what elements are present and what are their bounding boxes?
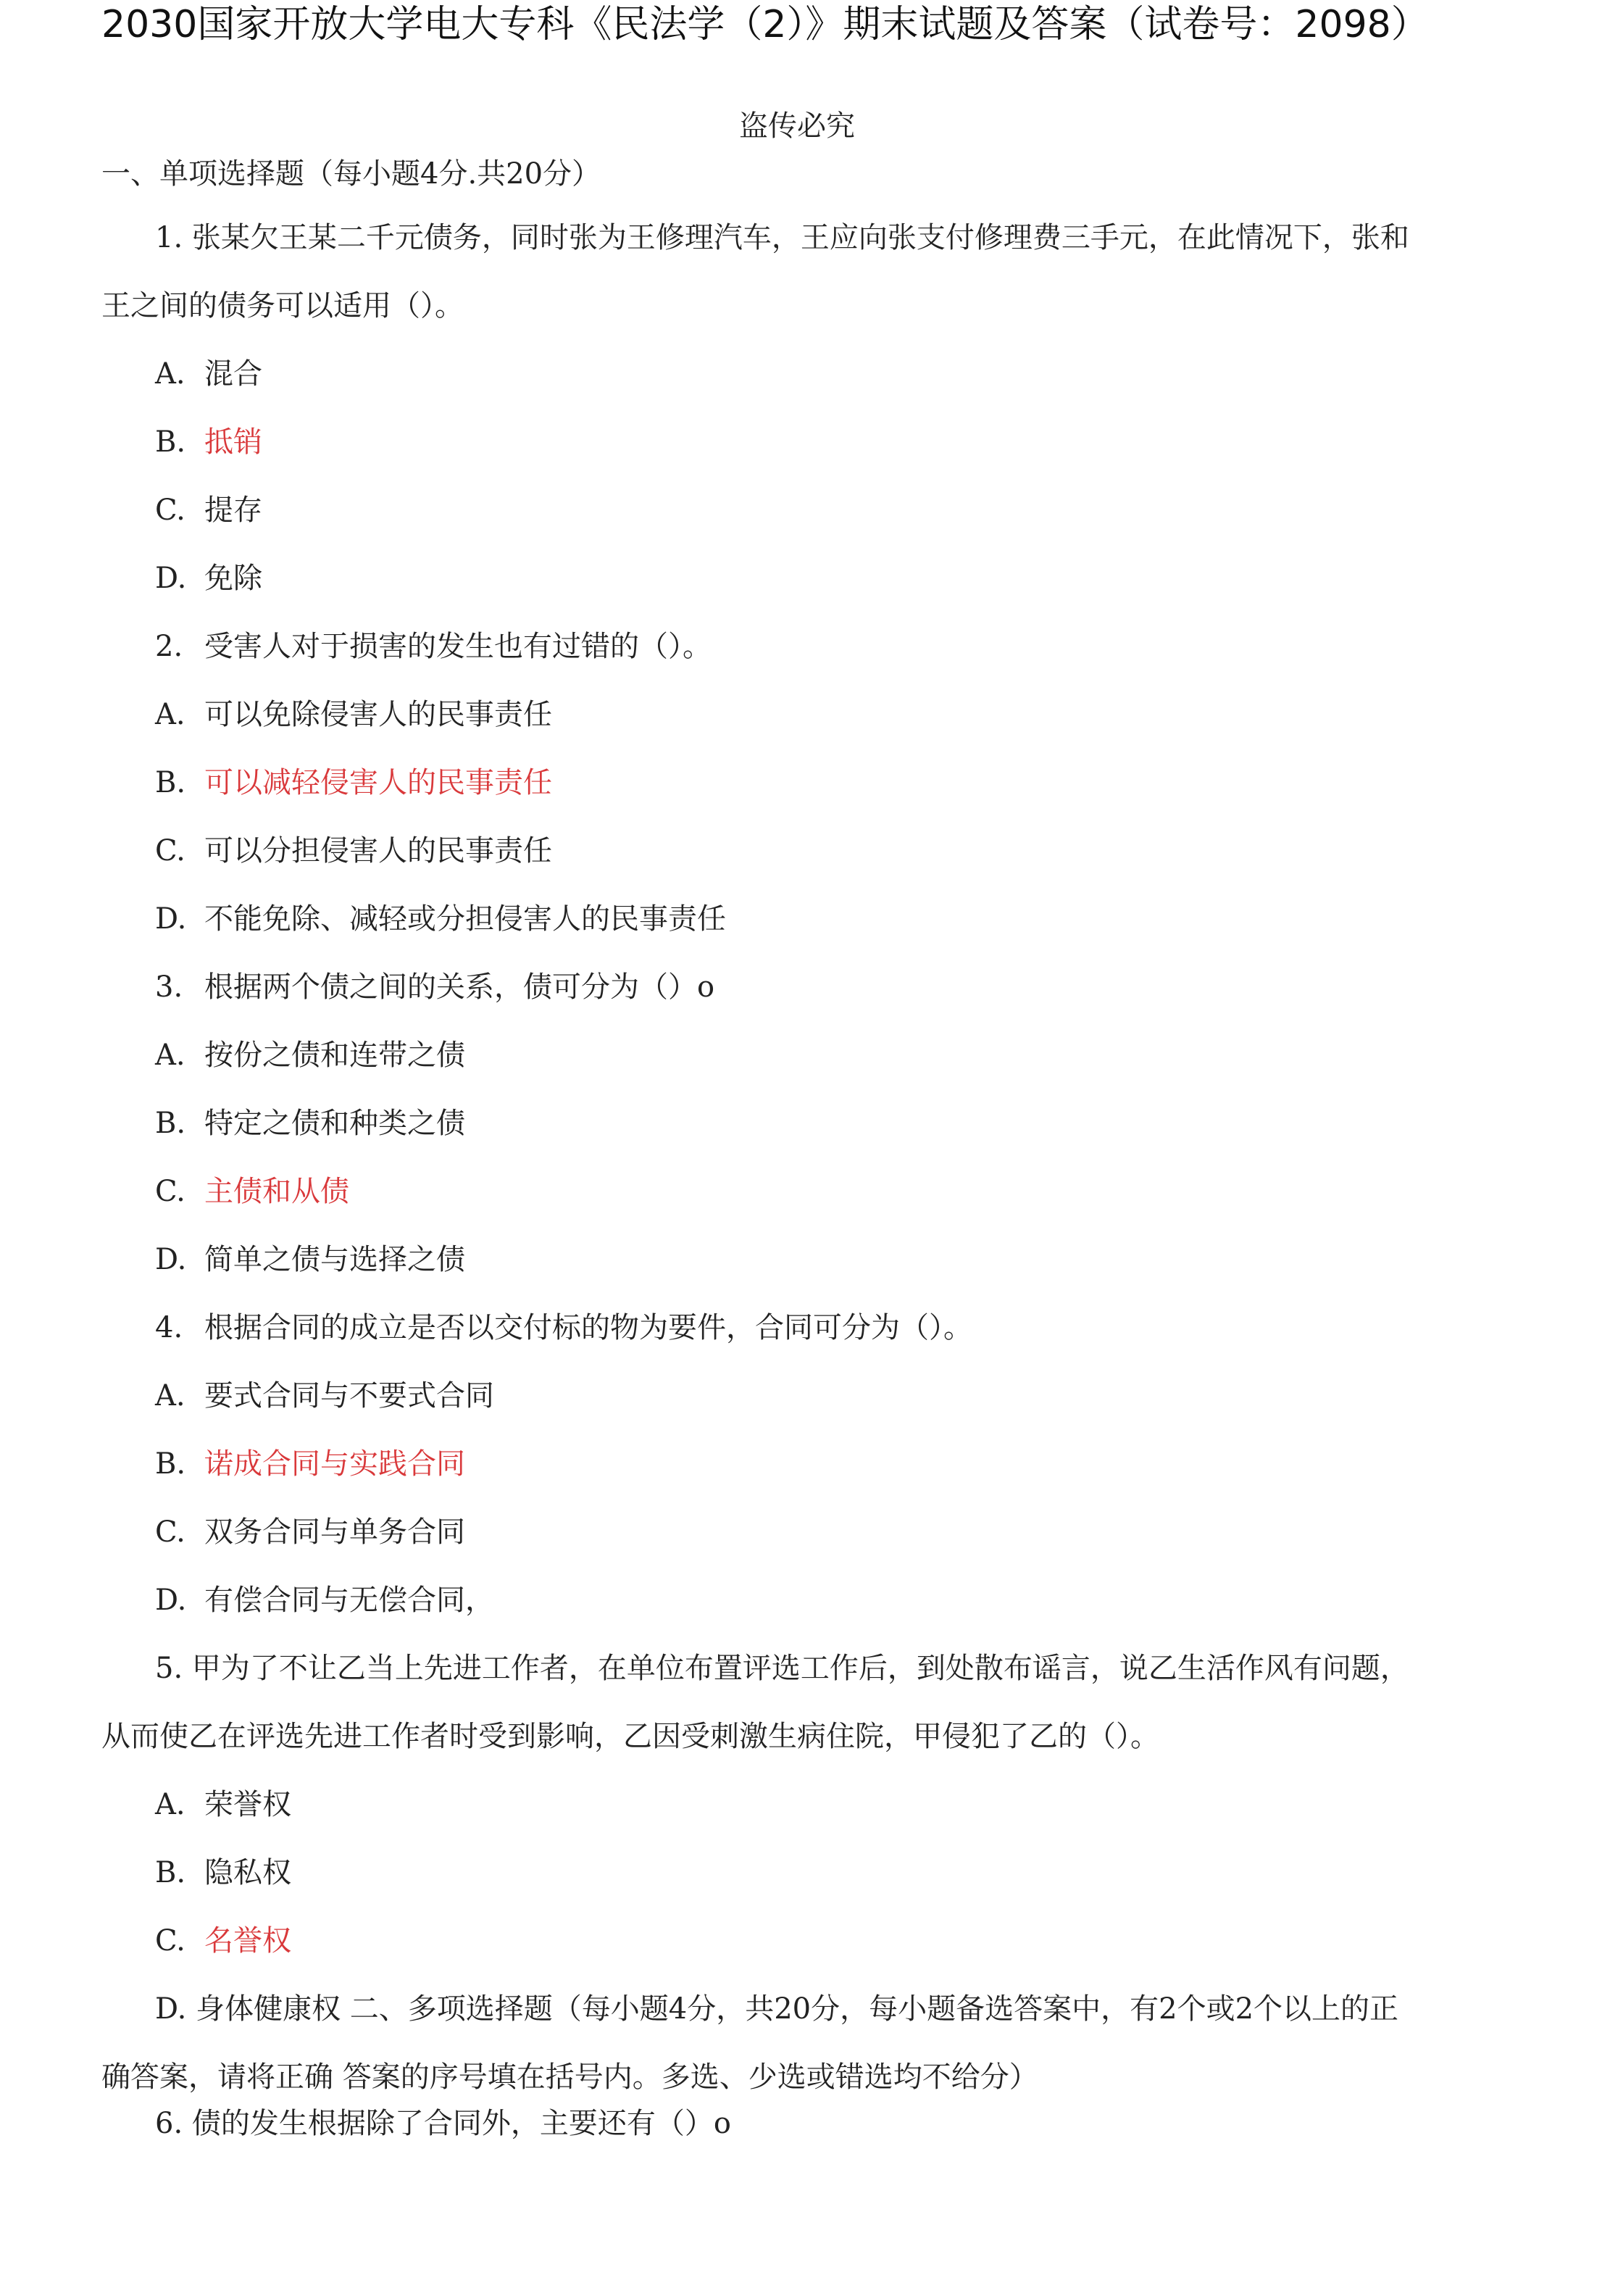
option-letter: A.	[155, 357, 185, 391]
option-text: 抵销	[204, 425, 262, 459]
question-stem: 根据合同的成立是否以交付标的物为要件，合同可分为（）。	[204, 1311, 972, 1344]
option-text: 免除	[204, 562, 262, 595]
option-text: 可以分担侵害人的民事责任	[204, 834, 552, 868]
option-text: 可以减轻侵害人的民事责任	[204, 766, 552, 799]
question-number: 4.	[155, 1311, 183, 1344]
question-stem: 受害人对于损害的发生也有过错的（）。	[204, 630, 712, 663]
q5-option-a	[155, 1784, 291, 1825]
option-text: 不能免除、减轻或分担侵害人的民事责任	[204, 902, 726, 936]
q4-option-c	[155, 1512, 465, 1552]
question-5-line-1: 5. 甲为了不让乙当上先进工作者，在单位布置评选工作后，到处散布谣言，说乙生活作风有问题，	[155, 1652, 1409, 1685]
document-title: 2030国家开放大学电大专科《民法学（2）》期末试题及答案（试卷号：2098）	[101, 3, 1429, 46]
question-4	[155, 1307, 972, 1348]
option-text: 混合	[204, 357, 262, 391]
watermark-text: 盗传必究	[739, 109, 855, 143]
q5-option-b	[155, 1852, 291, 1893]
option-text: 诺成合同与实践合同	[204, 1447, 465, 1481]
section-heading-single-choice: 一、单项选择题（每小题4分.共20分）	[101, 157, 601, 191]
q5-option-c-correct	[155, 1921, 291, 1961]
q4-option-b-correct	[155, 1444, 465, 1484]
question-stem: 根据两个债之间的关系，债可分为（）o	[204, 970, 715, 1004]
q3-option-d	[155, 1239, 465, 1280]
q1-option-c	[155, 490, 262, 531]
q3-option-b	[155, 1103, 465, 1144]
option-text: 主债和从债	[204, 1175, 349, 1208]
option-text: 隐私权	[204, 1856, 291, 1889]
q1-option-a	[155, 354, 262, 394]
option-letter: C.	[155, 834, 185, 868]
q1-option-b-correct	[155, 422, 262, 462]
option-letter: A.	[155, 1379, 185, 1413]
option-letter: A.	[155, 1788, 185, 1821]
option-text: 提存	[204, 494, 262, 527]
option-letter: C.	[155, 494, 185, 527]
option-letter: D.	[155, 902, 187, 936]
option-text: 有偿合同与无偿合同，	[204, 1584, 494, 1617]
option-text: 名誉权	[204, 1924, 291, 1958]
q2-option-d	[155, 899, 726, 939]
q3-option-c-correct	[155, 1171, 349, 1212]
q2-option-c	[155, 831, 552, 871]
q5-option-d-and-section-2-heading: D. 身体健康权 二、多项选择题（每小题4分，共20分，每小题备选答案中，有2个或2个以上的正	[155, 1992, 1399, 2026]
q1-option-d	[155, 558, 262, 599]
option-letter: B.	[155, 1856, 186, 1889]
option-letter: D.	[155, 562, 187, 595]
option-letter: C.	[155, 1924, 185, 1958]
q4-option-a	[155, 1376, 494, 1416]
option-text: 特定之债和种类之债	[204, 1107, 465, 1140]
q2-option-b-correct	[155, 762, 552, 803]
question-number: 2.	[155, 630, 183, 663]
option-letter: A.	[155, 698, 185, 731]
option-letter: B.	[155, 425, 186, 459]
option-text: 简单之债与选择之债	[204, 1243, 465, 1276]
option-letter: B.	[155, 1107, 186, 1140]
question-1-line-2: 王之间的债务可以适用（）。	[101, 289, 464, 323]
question-3	[155, 967, 714, 1007]
option-letter: B.	[155, 766, 186, 799]
question-2	[155, 626, 712, 667]
option-letter: C.	[155, 1175, 185, 1208]
q4-option-d	[155, 1580, 494, 1621]
option-letter: C.	[155, 1515, 185, 1549]
question-6: 6. 债的发生根据除了合同外，主要还有（）o	[155, 2107, 731, 2140]
section-2-heading-continued: 确答案，请将正确 答案的序号填在括号内。多选、少选或错选均不给分）	[101, 2060, 1038, 2094]
question-number: 3.	[155, 970, 183, 1004]
option-letter: A.	[155, 1039, 185, 1072]
question-1-line-1: 1. 张某欠王某二千元债务，同时张为王修理汽车，王应向张支付修理费三手元，在此情况下，张和	[155, 221, 1409, 254]
option-text: 荣誉权	[204, 1788, 291, 1821]
option-text: 双务合同与单务合同	[204, 1515, 465, 1549]
option-letter: D.	[155, 1243, 187, 1276]
option-letter: D.	[155, 1584, 187, 1617]
option-text: 可以免除侵害人的民事责任	[204, 698, 552, 731]
option-letter: B.	[155, 1447, 186, 1481]
option-text: 要式合同与不要式合同	[204, 1379, 494, 1413]
question-5-line-2: 从而使乙在评选先进工作者时受到影响，乙因受刺激生病住院，甲侵犯了乙的（）。	[101, 1720, 1159, 1753]
option-text: 按份之债和连带之债	[204, 1039, 465, 1072]
q2-option-a	[155, 694, 552, 735]
q3-option-a	[155, 1035, 465, 1076]
